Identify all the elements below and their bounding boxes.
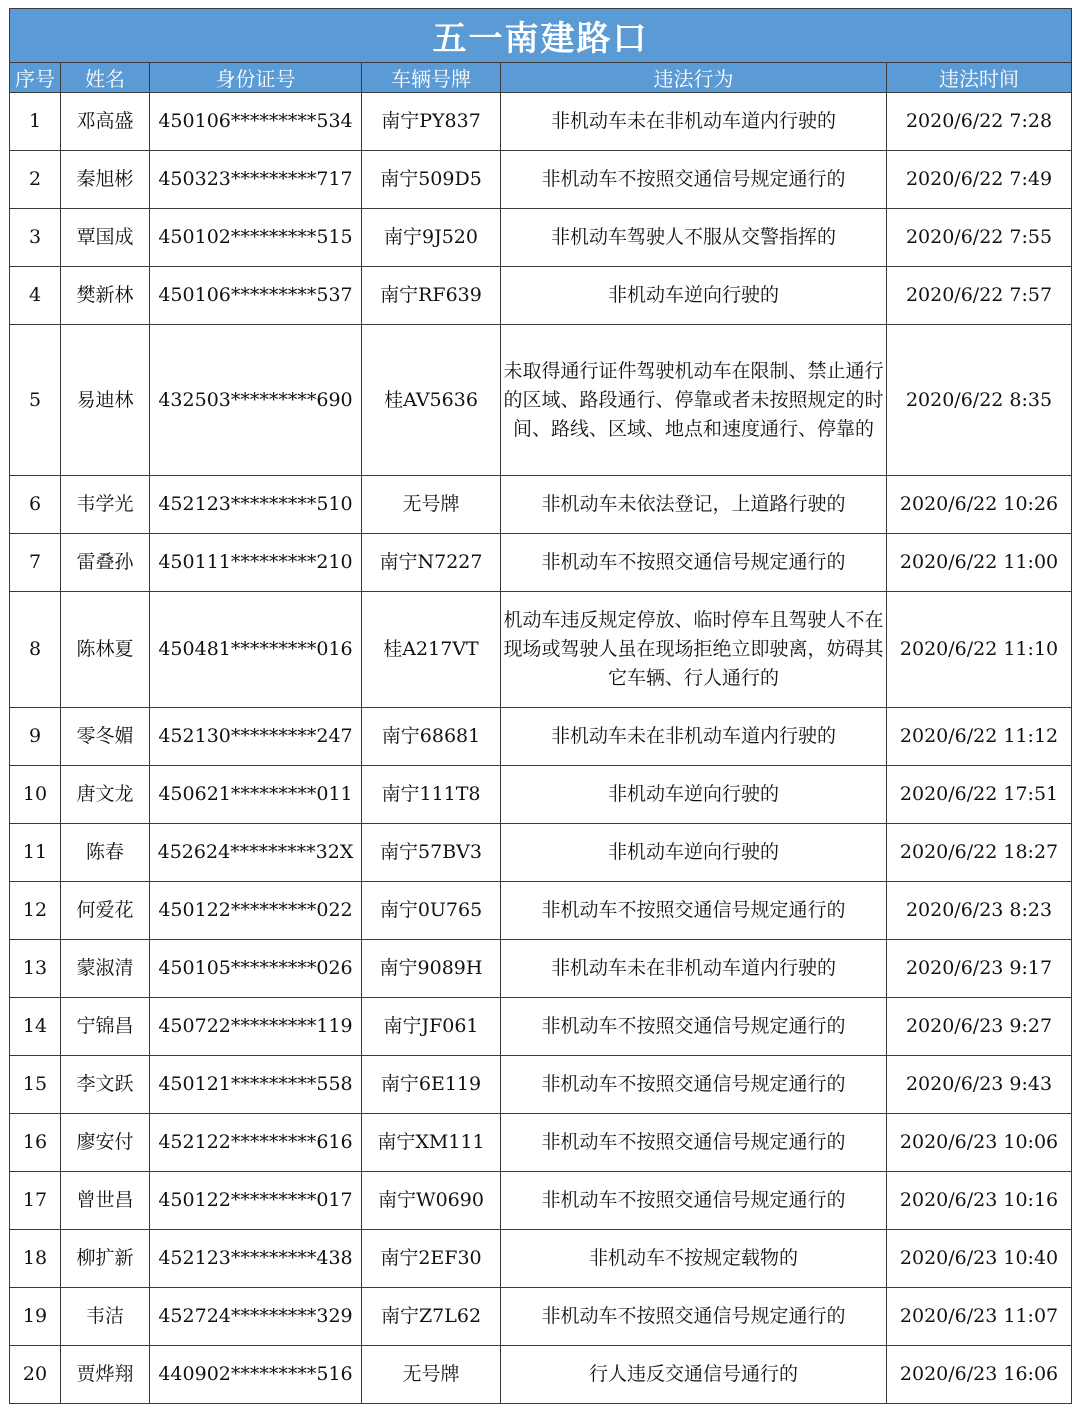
cell-violation: 机动车违反规定停放、临时停车且驾驶人不在现场或驾驶人虽在现场拒绝立即驶离，妨碍其它车辆、行人通行的: [501, 592, 887, 708]
table-row: [10, 267, 1072, 325]
col-header-seq: 序号: [10, 63, 61, 93]
cell-plate: 南宁57BV3: [362, 824, 501, 882]
cell-id: 450111*********210: [150, 534, 362, 592]
cell-seq: 3: [10, 209, 61, 267]
table-row: [10, 882, 1072, 940]
cell-time: 2020/6/22 7:49: [887, 151, 1072, 209]
cell-time: 2020/6/22 8:35: [887, 325, 1072, 476]
cell-name: 廖安付: [61, 1114, 150, 1172]
cell-plate: 南宁509D5: [362, 151, 501, 209]
cell-violation: 非机动车逆向行驶的: [501, 766, 887, 824]
cell-plate: 桂A217VT: [362, 592, 501, 708]
cell-name: 樊新林: [61, 267, 150, 325]
cell-id: 450323*********717: [150, 151, 362, 209]
cell-seq: 1: [10, 93, 61, 151]
cell-name: 覃国成: [61, 209, 150, 267]
cell-seq: 8: [10, 592, 61, 708]
cell-time: 2020/6/23 11:07: [887, 1288, 1072, 1346]
cell-plate: 南宁PY837: [362, 93, 501, 151]
cell-time: 2020/6/22 11:12: [887, 708, 1072, 766]
col-header-id: 身份证号: [150, 63, 362, 93]
cell-plate: 南宁RF639: [362, 267, 501, 325]
cell-plate: 南宁Z7L62: [362, 1288, 501, 1346]
cell-violation: 非机动车不按照交通信号规定通行的: [501, 1056, 887, 1114]
table-row: [10, 766, 1072, 824]
cell-id: 450106*********537: [150, 267, 362, 325]
cell-name: 何爱花: [61, 882, 150, 940]
cell-time: 2020/6/23 9:17: [887, 940, 1072, 998]
cell-seq: 6: [10, 476, 61, 534]
cell-seq: 10: [10, 766, 61, 824]
cell-violation: 非机动车不按照交通信号规定通行的: [501, 534, 887, 592]
cell-time: 2020/6/22 18:27: [887, 824, 1072, 882]
cell-plate: 南宁0U765: [362, 882, 501, 940]
cell-name: 陈春: [61, 824, 150, 882]
cell-violation: 非机动车未在非机动车道内行驶的: [501, 940, 887, 998]
cell-id: 450122*********017: [150, 1172, 362, 1230]
table-row: [10, 592, 1072, 708]
cell-time: 2020/6/22 7:57: [887, 267, 1072, 325]
page-title: 五一南建路口: [10, 9, 1072, 63]
table-row: [10, 1230, 1072, 1288]
table-row: [10, 93, 1072, 151]
cell-id: 452130*********247: [150, 708, 362, 766]
cell-time: 2020/6/22 7:28: [887, 93, 1072, 151]
cell-name: 韦学光: [61, 476, 150, 534]
cell-seq: 19: [10, 1288, 61, 1346]
cell-name: 韦洁: [61, 1288, 150, 1346]
cell-plate: 南宁JF061: [362, 998, 501, 1056]
cell-violation: 未取得通行证件驾驶机动车在限制、禁止通行的区域、路段通行、停靠或者未按照规定的时间、路线、区域、地点和速度通行、停靠的: [501, 325, 887, 476]
cell-time: 2020/6/22 17:51: [887, 766, 1072, 824]
cell-name: 柳扩新: [61, 1230, 150, 1288]
cell-plate: 南宁XM111: [362, 1114, 501, 1172]
cell-seq: 17: [10, 1172, 61, 1230]
cell-plate: 南宁N7227: [362, 534, 501, 592]
cell-violation: 非机动车逆向行驶的: [501, 267, 887, 325]
cell-name: 零冬媚: [61, 708, 150, 766]
cell-plate: 无号牌: [362, 476, 501, 534]
cell-id: 450121*********558: [150, 1056, 362, 1114]
cell-id: 440902*********516: [150, 1346, 362, 1404]
cell-id: 432503*********690: [150, 325, 362, 476]
cell-seq: 11: [10, 824, 61, 882]
cell-name: 易迪林: [61, 325, 150, 476]
cell-time: 2020/6/22 7:55: [887, 209, 1072, 267]
cell-id: 452123*********438: [150, 1230, 362, 1288]
cell-id: 452624*********32X: [150, 824, 362, 882]
cell-id: 450481*********016: [150, 592, 362, 708]
cell-violation: 非机动车驾驶人不服从交警指挥的: [501, 209, 887, 267]
cell-seq: 13: [10, 940, 61, 998]
cell-time: 2020/6/23 9:27: [887, 998, 1072, 1056]
cell-plate: 南宁68681: [362, 708, 501, 766]
cell-time: 2020/6/23 9:43: [887, 1056, 1072, 1114]
cell-name: 贾烨翔: [61, 1346, 150, 1404]
cell-plate: 桂AV5636: [362, 325, 501, 476]
cell-id: 452724*********329: [150, 1288, 362, 1346]
cell-name: 陈林夏: [61, 592, 150, 708]
cell-violation: 非机动车不按照交通信号规定通行的: [501, 882, 887, 940]
cell-violation: 非机动车未依法登记，上道路行驶的: [501, 476, 887, 534]
cell-id: 450106*********534: [150, 93, 362, 151]
cell-name: 曾世昌: [61, 1172, 150, 1230]
table-row: [10, 1114, 1072, 1172]
cell-plate: 南宁111T8: [362, 766, 501, 824]
cell-violation: 非机动车不按照交通信号规定通行的: [501, 151, 887, 209]
table-row: [10, 1346, 1072, 1404]
cell-time: 2020/6/23 8:23: [887, 882, 1072, 940]
cell-seq: 15: [10, 1056, 61, 1114]
cell-violation: 非机动车不按照交通信号规定通行的: [501, 1288, 887, 1346]
column-header-row: [10, 63, 1072, 93]
cell-name: 雷叠孙: [61, 534, 150, 592]
cell-violation: 非机动车逆向行驶的: [501, 824, 887, 882]
cell-seq: 7: [10, 534, 61, 592]
col-header-plate: 车辆号牌: [362, 63, 501, 93]
table-row: [10, 998, 1072, 1056]
cell-seq: 9: [10, 708, 61, 766]
table-row: [10, 1056, 1072, 1114]
cell-id: 452123*********510: [150, 476, 362, 534]
cell-plate: 南宁6E119: [362, 1056, 501, 1114]
cell-name: 唐文龙: [61, 766, 150, 824]
cell-violation: 行人违反交通信号通行的: [501, 1346, 887, 1404]
cell-id: 450102*********515: [150, 209, 362, 267]
cell-time: 2020/6/22 11:00: [887, 534, 1072, 592]
cell-name: 蒙淑清: [61, 940, 150, 998]
cell-time: 2020/6/23 10:16: [887, 1172, 1072, 1230]
cell-name: 邓高盛: [61, 93, 150, 151]
table-row: [10, 476, 1072, 534]
cell-plate: 南宁9089H: [362, 940, 501, 998]
violations-table: [9, 8, 1072, 1404]
cell-id: 450621*********011: [150, 766, 362, 824]
cell-violation: 非机动车不按规定载物的: [501, 1230, 887, 1288]
cell-violation: 非机动车不按照交通信号规定通行的: [501, 1172, 887, 1230]
cell-seq: 2: [10, 151, 61, 209]
cell-name: 李文跃: [61, 1056, 150, 1114]
cell-violation: 非机动车不按照交通信号规定通行的: [501, 1114, 887, 1172]
cell-violation: 非机动车未在非机动车道内行驶的: [501, 708, 887, 766]
cell-violation: 非机动车不按照交通信号规定通行的: [501, 998, 887, 1056]
cell-seq: 5: [10, 325, 61, 476]
col-header-name: 姓名: [61, 63, 150, 93]
cell-time: 2020/6/22 11:10: [887, 592, 1072, 708]
cell-time: 2020/6/23 16:06: [887, 1346, 1072, 1404]
cell-plate: 南宁2EF30: [362, 1230, 501, 1288]
table-row: [10, 940, 1072, 998]
cell-id: 452122*********616: [150, 1114, 362, 1172]
cell-plate: 南宁9J520: [362, 209, 501, 267]
table-row: [10, 151, 1072, 209]
cell-seq: 12: [10, 882, 61, 940]
table-row: [10, 534, 1072, 592]
col-header-time: 违法时间: [887, 63, 1072, 93]
cell-id: 450722*********119: [150, 998, 362, 1056]
table-row: [10, 708, 1072, 766]
table-row: [10, 325, 1072, 476]
cell-time: 2020/6/23 10:06: [887, 1114, 1072, 1172]
cell-seq: 4: [10, 267, 61, 325]
table-row: [10, 1172, 1072, 1230]
cell-id: 450105*********026: [150, 940, 362, 998]
cell-plate: 南宁W0690: [362, 1172, 501, 1230]
cell-seq: 14: [10, 998, 61, 1056]
table-row: [10, 209, 1072, 267]
cell-time: 2020/6/22 10:26: [887, 476, 1072, 534]
cell-seq: 16: [10, 1114, 61, 1172]
table-row: [10, 1288, 1072, 1346]
cell-name: 秦旭彬: [61, 151, 150, 209]
cell-seq: 20: [10, 1346, 61, 1404]
cell-seq: 18: [10, 1230, 61, 1288]
cell-time: 2020/6/23 10:40: [887, 1230, 1072, 1288]
col-header-violation: 违法行为: [501, 63, 887, 93]
cell-name: 宁锦昌: [61, 998, 150, 1056]
cell-violation: 非机动车未在非机动车道内行驶的: [501, 93, 887, 151]
table-row: [10, 824, 1072, 882]
cell-plate: 无号牌: [362, 1346, 501, 1404]
cell-id: 450122*********022: [150, 882, 362, 940]
